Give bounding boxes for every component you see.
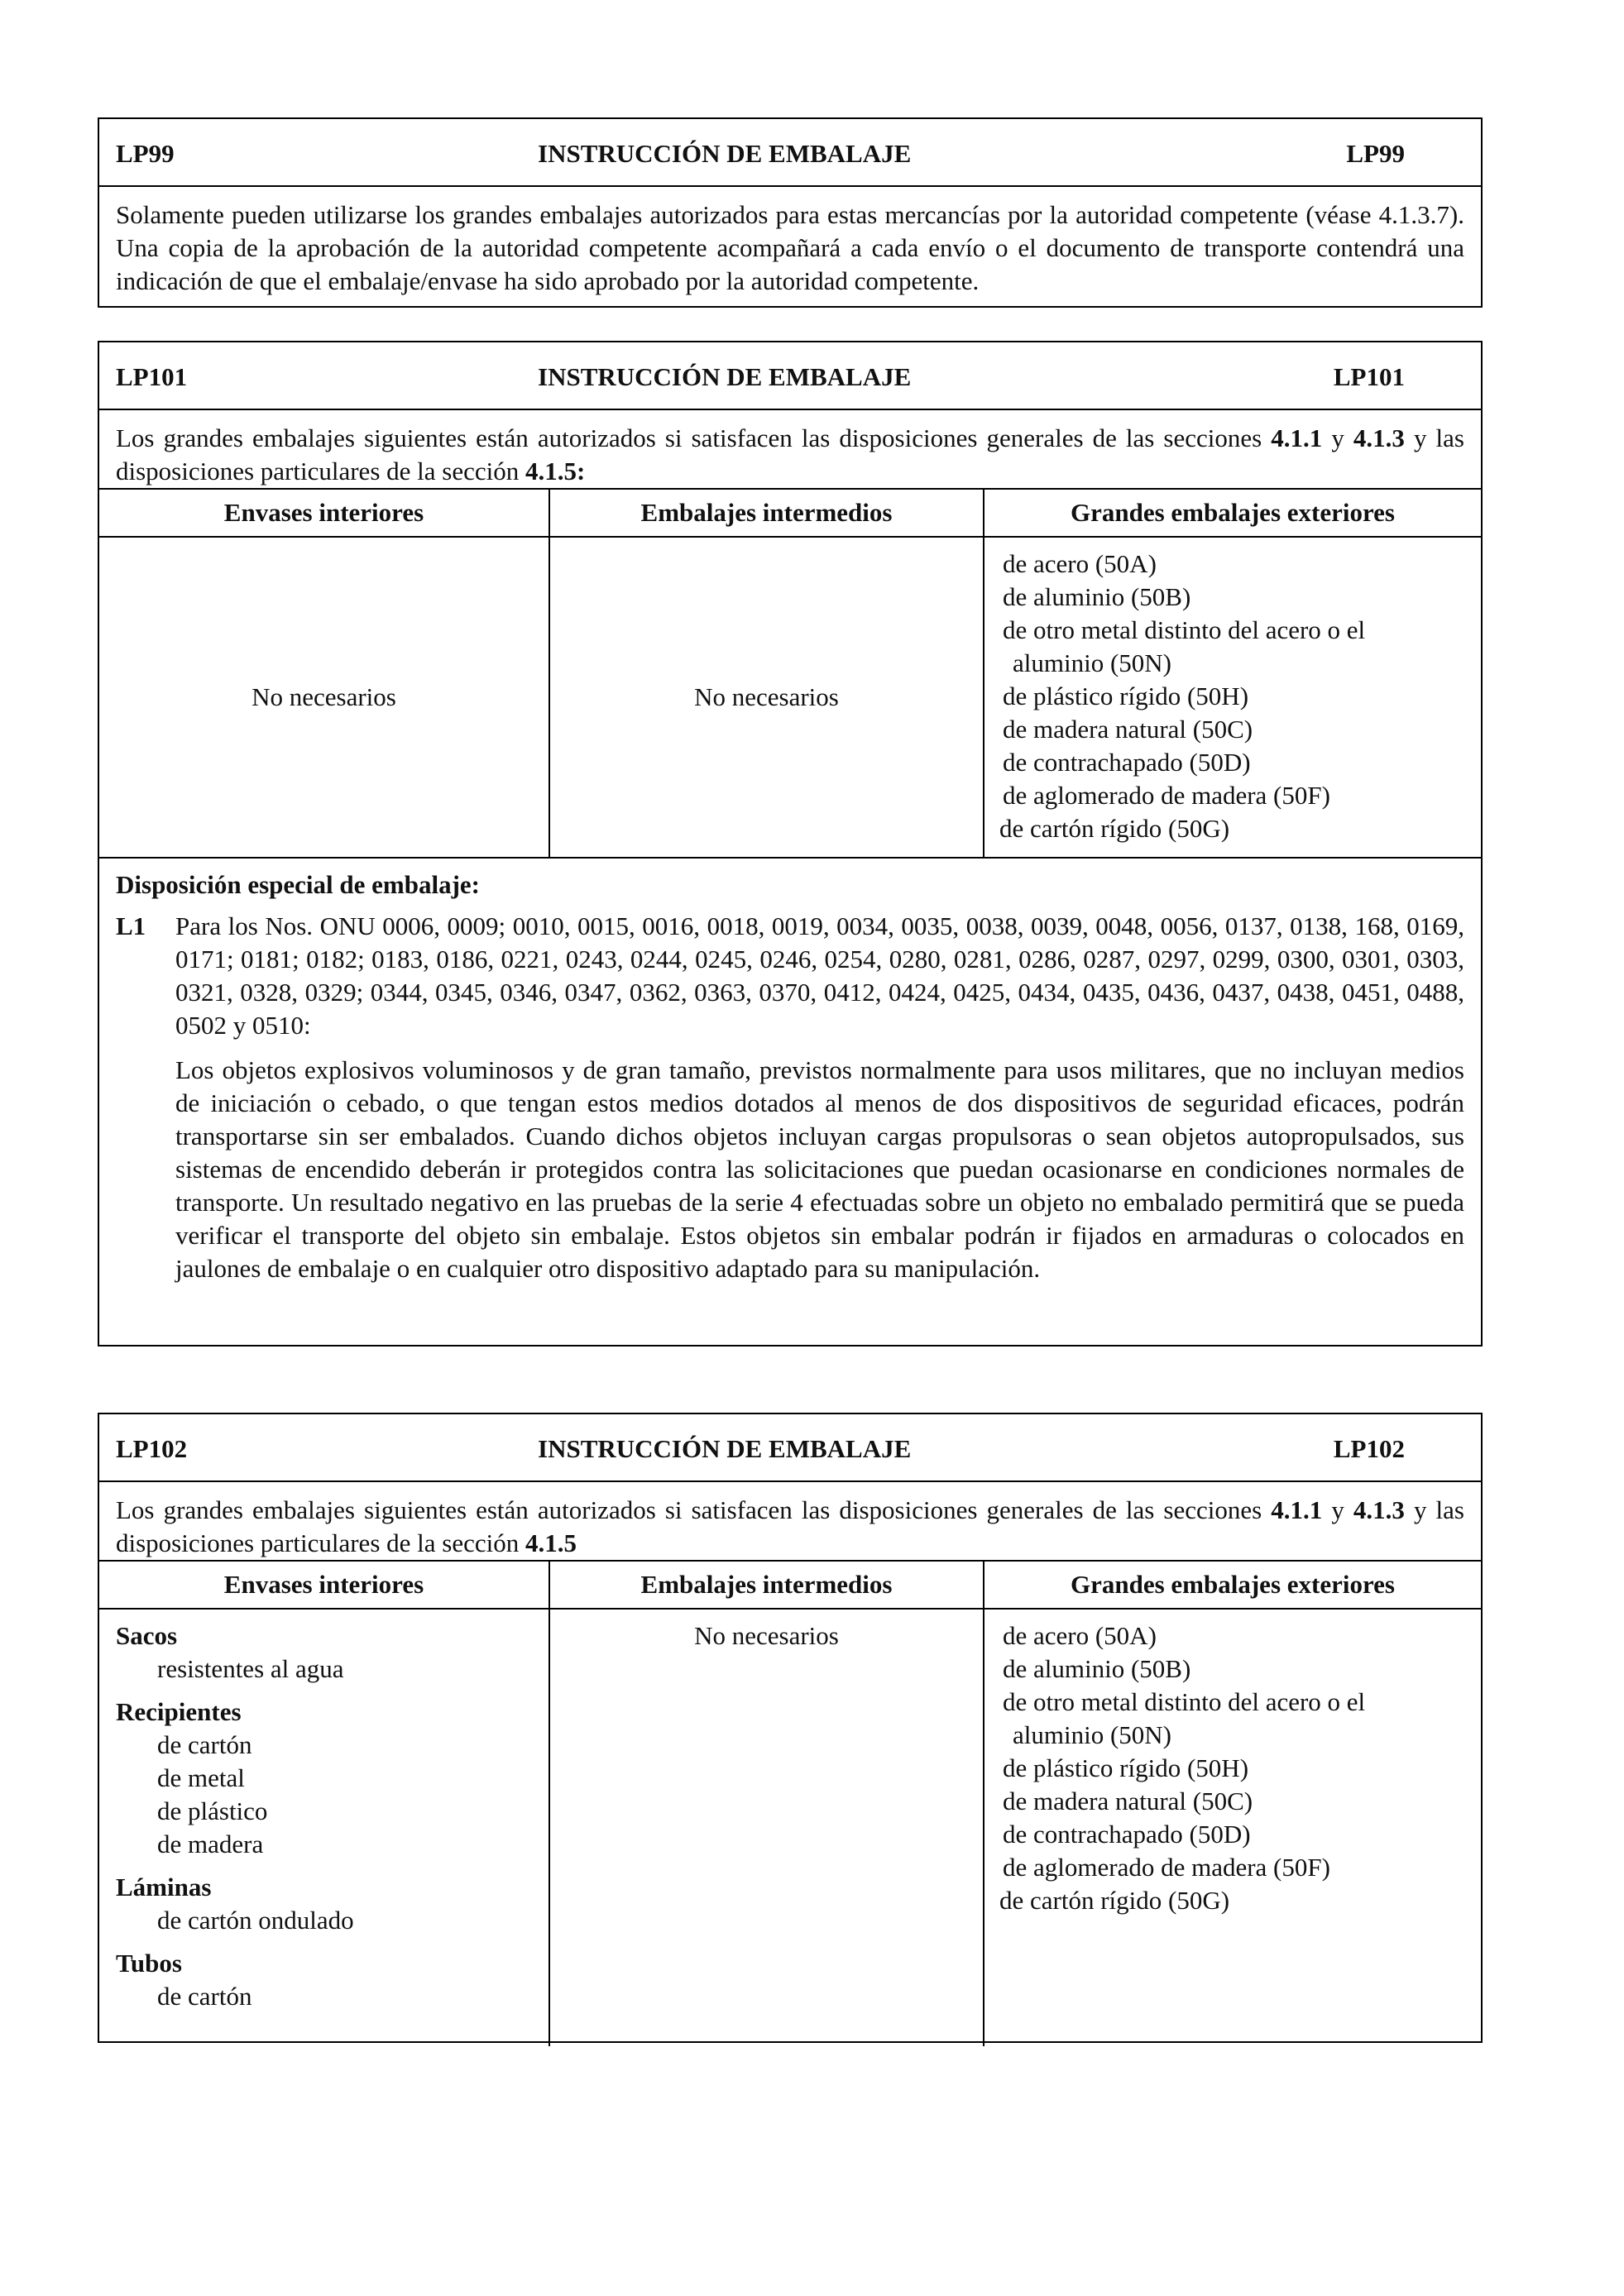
lp101-ref-411: 4.1.1 bbox=[1271, 423, 1323, 452]
lp99-box bbox=[98, 117, 1483, 308]
list-item: de aluminio (50B) bbox=[1003, 1654, 1191, 1683]
lp101-body-row bbox=[99, 538, 1481, 859]
list-item: de cartón rígido (50G) bbox=[999, 1886, 1230, 1915]
list-item: de cartón bbox=[157, 1730, 252, 1759]
lp102-group-recipientes: Recipientes bbox=[116, 1697, 242, 1726]
lp102-code-right: LP102 bbox=[1333, 1434, 1405, 1463]
list-item: de aglomerado de madera (50F) bbox=[1003, 1853, 1330, 1882]
lp101-ref-415: 4.1.5: bbox=[525, 457, 586, 486]
lp102-intermediate-cell bbox=[550, 1610, 984, 2046]
lp101-code-left: LP101 bbox=[116, 362, 188, 391]
lp102-header-intermediate: Embalajes intermedios bbox=[550, 1562, 984, 1608]
list-item: de plástico rígido (50H) bbox=[1003, 682, 1249, 710]
lp102-intro-and: y bbox=[1322, 1495, 1353, 1524]
lp101-special-l1 bbox=[116, 910, 1464, 1285]
list-item: de madera bbox=[157, 1830, 264, 1858]
list-item: de cartón rígido (50G) bbox=[999, 814, 1230, 843]
lp101-special-provision bbox=[99, 859, 1481, 1290]
lp101-intermediate-cell: No necesarios bbox=[550, 538, 984, 857]
lp102-intermediate-text: No necesarios bbox=[694, 1621, 839, 1650]
lp101-special-heading: Disposición especial de embalaje: bbox=[116, 870, 480, 899]
lp102-ref-415: 4.1.5 bbox=[525, 1528, 577, 1557]
lp101-title: INSTRUCCIÓN DE EMBALAJE bbox=[538, 362, 912, 391]
lp99-title: INSTRUCCIÓN DE EMBALAJE bbox=[538, 139, 912, 168]
lp102-outer-list bbox=[984, 1610, 1481, 2046]
lp101-intro bbox=[99, 410, 1481, 488]
lp101-intro-and: y bbox=[1322, 423, 1353, 452]
list-item: de metal bbox=[157, 1763, 245, 1792]
lp102-box bbox=[98, 1413, 1483, 2043]
lp101-special-label: L1 bbox=[116, 911, 146, 940]
lp101-header-outer: Grandes embalajes exteriores bbox=[1071, 498, 1395, 527]
lp102-header-inner: Envases interiores bbox=[99, 1562, 550, 1608]
lp101-code-right: LP101 bbox=[1333, 362, 1405, 391]
lp101-special-body bbox=[175, 910, 1464, 1285]
lp102-intro-text-2: y las disposiciones particulares de la sección bbox=[116, 1495, 1464, 1557]
lp99-text: Solamente pueden utilizarse los grandes embalajes autorizados para estas mercancías por la autoridad competente (véase 4.1.3.7). Una copia de la aprobación de la autoridad competente acompañará a cada envío o el documento de transporte contendrá una indicación de que el embalaje/envase ha sido aprobado por la autoridad competente. bbox=[116, 200, 1464, 295]
lp102-intro-text: Los grandes embalajes siguientes están autorizados si satisfacen las disposiciones generales de las secciones bbox=[116, 1495, 1272, 1524]
lp101-header bbox=[99, 342, 1481, 410]
lp102-header bbox=[99, 1414, 1481, 1482]
lp101-header-intermediate: Embalajes intermedios bbox=[550, 490, 984, 536]
lp99-code-right: LP99 bbox=[1346, 139, 1405, 168]
list-item: de cartón bbox=[157, 1982, 252, 2011]
lp99-code-left: LP99 bbox=[116, 139, 175, 168]
lp102-ref-413: 4.1.3 bbox=[1353, 1495, 1405, 1524]
list-item: resistentes al agua bbox=[157, 1654, 344, 1683]
list-item: de cartón ondulado bbox=[157, 1906, 354, 1935]
list-item: aluminio (50N) bbox=[1013, 1720, 1171, 1749]
lp101-ref-413: 4.1.3 bbox=[1353, 423, 1405, 452]
lp101-intro-text: Los grandes embalajes siguientes están autorizados si satisfacen las disposiciones generales de las secciones bbox=[116, 423, 1272, 452]
lp101-intro-text-2: y las disposiciones particulares de la sección bbox=[116, 423, 1464, 486]
lp101-header-inner: Envases interiores bbox=[99, 490, 550, 536]
list-item: de acero (50A) bbox=[1003, 1621, 1157, 1650]
list-item: de contrachapado (50D) bbox=[1003, 748, 1251, 777]
lp102-code-left: LP102 bbox=[116, 1434, 188, 1463]
lp101-box bbox=[98, 341, 1483, 1347]
lp102-group-tubos: Tubos bbox=[116, 1949, 182, 1978]
lp102-header-outer: Grandes embalajes exteriores bbox=[1071, 1570, 1395, 1599]
list-item: de acero (50A) bbox=[1003, 549, 1157, 578]
list-item: de contrachapado (50D) bbox=[1003, 1820, 1251, 1849]
lp99-header bbox=[99, 119, 1481, 187]
list-item: de otro metal distinto del acero o el bbox=[1003, 615, 1366, 644]
lp102-intro bbox=[99, 1482, 1481, 1560]
lp102-group-laminas: Láminas bbox=[116, 1873, 212, 1901]
list-item: de plástico rígido (50H) bbox=[1003, 1753, 1249, 1782]
lp102-title: INSTRUCCIÓN DE EMBALAJE bbox=[538, 1434, 912, 1463]
list-item: de plástico bbox=[157, 1796, 268, 1825]
lp101-outer-list bbox=[984, 538, 1481, 857]
lp102-body-row bbox=[99, 1610, 1481, 2046]
lp102-ref-411: 4.1.1 bbox=[1271, 1495, 1323, 1524]
list-item: aluminio (50N) bbox=[1013, 648, 1171, 677]
list-item: de madera natural (50C) bbox=[1003, 1787, 1253, 1815]
list-item: de madera natural (50C) bbox=[1003, 715, 1253, 744]
lp101-column-headers bbox=[99, 488, 1481, 538]
lp101-inner-cell: No necesarios bbox=[99, 538, 550, 857]
lp102-column-headers bbox=[99, 1560, 1481, 1610]
lp101-special-paragraph: Los objetos explosivos voluminosos y de gran tamaño, previstos normalmente para usos militares, que no incluyan medios de iniciación o cebado, o que tengan estos medios dotados al menos de dos dispositivos de seguridad eficaces, podrán transportarse sin ser embalados. Cuando dichos objetos incluyan cargas propulsoras o sean objetos autopropulsados, sus sistemas de encendido deberán ir protegidos contra las solicitaciones que puedan ocasionarse en condiciones normales de transporte. Un resultado negativo en las pruebas de la serie 4 efectuadas sobre un objeto no embalado permitirá que se pueda verificar el transporte del objeto sin embalaje. Estos objetos sin embalar podrán ir fijados en armaduras o colocados en jaulones de embalaje o en cualquier otro dispositivo adaptado para su manipulación. bbox=[175, 1055, 1464, 1283]
list-item: de aglomerado de madera (50F) bbox=[1003, 781, 1330, 810]
list-item: de otro metal distinto del acero o el bbox=[1003, 1687, 1366, 1716]
lp102-group-sacos: Sacos bbox=[116, 1621, 178, 1650]
lp101-special-un-numbers: Para los Nos. ONU 0006, 0009; 0010, 0015, 0016, 0018, 0019, 0034, 0035, 0038, 0039, 0048, 0056, 0137, 0138, 168, 0169, 0171; 0181; 0182; 0183, 0186, 0221, 0243, 0244, 0245, 0246, 0254, 0280, 0281, 0286, 0287, 0297, 0299, 0300, 0301, 0303, 0321, 0328, 0329; 0344, 0345, 0346, 0347, 0362, 0363, 0370, 0412, 0424, 0425, 0434, 0435, 0436, 0437, 0438, 0451, 0488, 0502 y 0510: bbox=[175, 911, 1464, 1040]
list-item: de aluminio (50B) bbox=[1003, 582, 1191, 611]
lp102-inner-list bbox=[99, 1610, 550, 2046]
